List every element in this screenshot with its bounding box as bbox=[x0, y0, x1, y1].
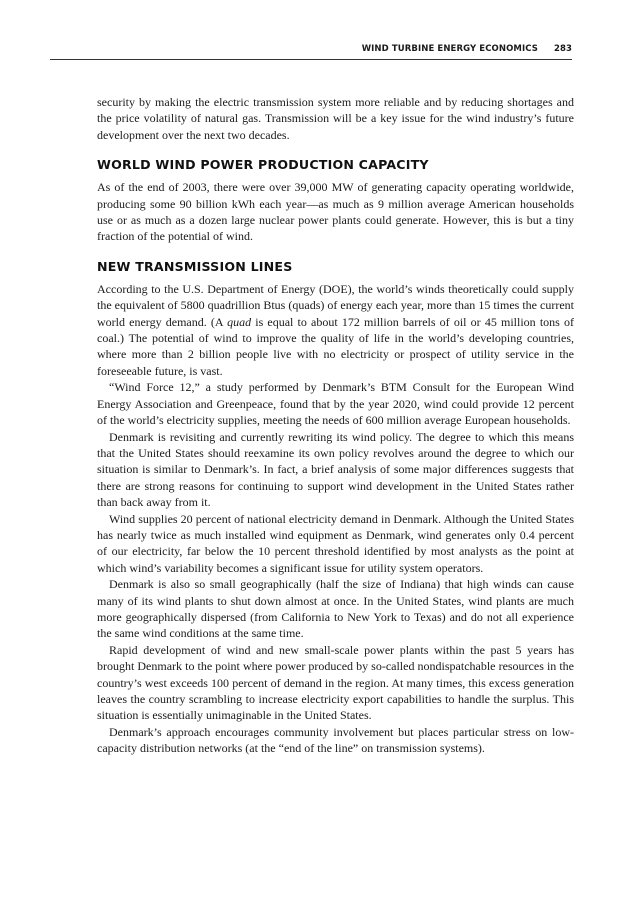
transmission-paragraph-5: Denmark is also so small geographically (half the size of Indiana) that high winds can cause many of its wind plants to shut down almost at once. In the United States, wind plants are much more geographically dispersed (from California to New York to Texas) and do not all experience the same wind conditions at the same time. bbox=[97, 577, 574, 641]
intro-paragraph: security by making the electric transmission system more reliable and by reducing shortages and the price volatility of natural gas. Transmission will be a key issue for the wind industry’s future development over the next two decades. bbox=[97, 95, 574, 142]
transmission-paragraph-7: Denmark’s approach encourages community involvement but places particular stress on low-capacity distribution networks (at the “end of the line” on transmission systems). bbox=[97, 724, 574, 756]
p1-text-a: According to the U.S. Department of Energy (DOE), the world’s winds theoretically could supply the equivalent of 5800 quadrillion Btus (quads) of energy each year, more than 15 times the current world energy demand. (A bbox=[97, 281, 574, 329]
body-text bbox=[97, 94, 574, 757]
header-rule bbox=[50, 59, 572, 60]
page-number: 283 bbox=[553, 44, 572, 54]
world-capacity-paragraph: As of the end of 2003, there were over 39,000 MW of generating capacity operating worldwide, producing some 90 billion kWh each year—as much as 9 million average American households use or as much as a dozen large nuclear power plants could generate. However, this is but a tiny fraction of the potential of wind. bbox=[97, 180, 574, 244]
section-heading-transmission: NEW TRANSMISSION LINES bbox=[97, 258, 293, 274]
transmission-paragraph-2: “Wind Force 12,” a study performed by Denmark’s BTM Consult for the European Wind Energy Association and Greenpeace, found that by the year 2020, wind could provide 12 percent of the world’s electricity supplies, meeting the needs of 600 million average European households. bbox=[97, 380, 574, 428]
p1-text-b: is equal to about 172 million barrels of oil or 45 million tons of coal.) The potential of wind to improve the quality of life in the world’s developing countries, where more than 2 billion people live with no electricity or prospect of utility service in the foreseeable future, is vast. bbox=[97, 314, 574, 378]
transmission-paragraph-6: Rapid development of wind and new small-scale power plants within the past 5 years has brought Denmark to the point where power produced by so-called nondispatchable resources in the country’s west exceeds 100 percent of demand in the region. At many times, this excess generation leaves the country scrambling to increase electricity export capabilities to handle the surplus. This situation is essentially unimaginable in the United States. bbox=[97, 642, 574, 723]
quad-term: quad bbox=[227, 314, 252, 329]
running-header bbox=[50, 44, 572, 54]
transmission-paragraph-4: Wind supplies 20 percent of national electricity demand in Denmark. Although the United States has nearly twice as much installed wind equipment as Denmark, wind generates only 0.4 percent of our electricity, far below the 10 percent threshold identified by most analysts as the point at which wind’s variability becomes a significant issue for utility system operators. bbox=[97, 511, 574, 575]
running-title: WIND TURBINE ENERGY ECONOMICS bbox=[361, 44, 538, 54]
transmission-paragraph-3: Denmark is revisiting and currently rewriting its wind policy. The degree to which this means that the United States should reexamine its own policy revolves around the degree to which our situation is similar to Denmark’s. In fact, a brief analysis of some major differences suggests that there are strong reasons for continuing to support wind development in the United States rather than back away from it. bbox=[97, 429, 574, 510]
section-heading-world-capacity: WORLD WIND POWER PRODUCTION CAPACITY bbox=[97, 157, 429, 173]
transmission-paragraph-1 bbox=[97, 281, 574, 379]
